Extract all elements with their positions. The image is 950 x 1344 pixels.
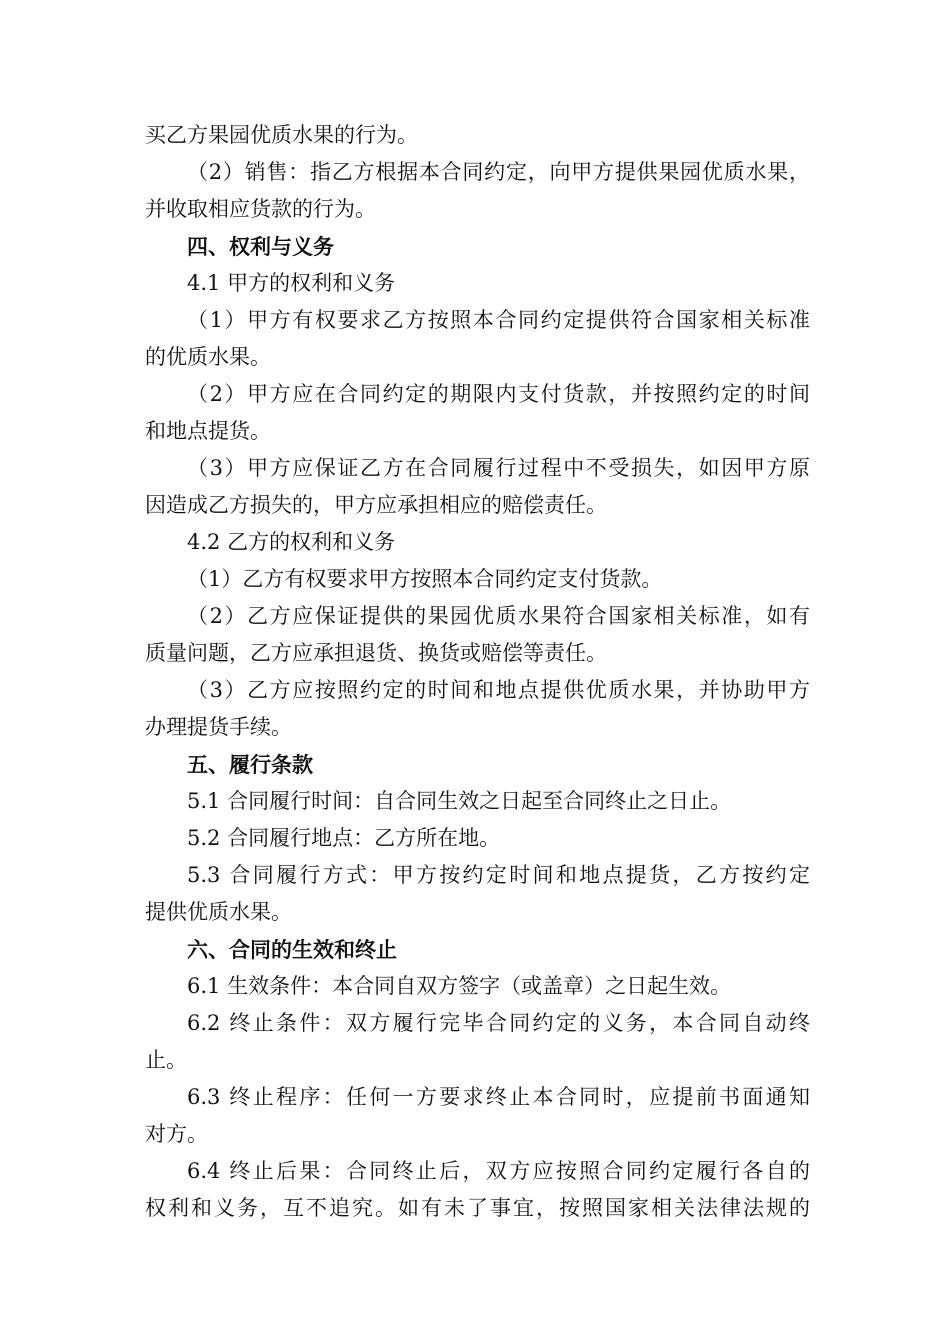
paragraph-line: 5.1 合同履行时间：自合同生效之日起至合同终止之日止。: [187, 789, 732, 813]
paragraph-line: （1）甲方有权要求乙方按照本合同约定提供符合国家相关标准: [187, 308, 810, 332]
paragraph-line: 质量问题，乙方应承担退货、换货或赔偿等责任。: [145, 641, 607, 665]
paragraph-line: 的优质水果。: [145, 345, 271, 369]
subsection-heading: 4.2 乙方的权利和义务: [187, 530, 396, 554]
paragraph-line: 和地点提货。: [145, 419, 271, 443]
paragraph-line: 办理提货手续。: [145, 715, 292, 739]
paragraph-line: 并收取相应货款的行为。: [145, 197, 376, 221]
paragraph-line: 6.1 生效条件：本合同自双方签字（或盖章）之日起生效。: [187, 974, 732, 998]
paragraph-line: 5.3 合同履行方式：甲方按约定时间和地点提货，乙方按约定: [187, 863, 810, 887]
paragraph-line: 5.2 合同履行地点：乙方所在地。: [187, 826, 501, 850]
paragraph-line: 提供优质水果。: [145, 900, 292, 924]
paragraph-line: 买乙方果园优质水果的行为。: [145, 123, 418, 147]
paragraph-line: （1）乙方有权要求甲方按照本合同约定支付货款。: [187, 567, 663, 591]
paragraph-line: 6.4 终止后果：合同终止后，双方应按照合同约定履行各自的: [187, 1159, 810, 1183]
paragraph-line: （3）乙方应按照约定的时间和地点提供优质水果，并协助甲方: [187, 678, 810, 702]
paragraph-line: （2）甲方应在合同约定的期限内支付货款，并按照约定的时间: [187, 382, 810, 406]
subsection-heading: 4.1 甲方的权利和义务: [187, 271, 396, 295]
paragraph-line: 6.3 终止程序：任何一方要求终止本合同时，应提前书面通知: [187, 1085, 810, 1109]
paragraph-line: （2）乙方应保证提供的果园优质水果符合国家相关标准，如有: [187, 604, 810, 628]
section-heading: 五、履行条款: [187, 752, 313, 777]
document-body: [145, 117, 810, 1227]
paragraph-line: 权利和义务，互不追究。如有未了事宜，按照国家相关法律法规的: [145, 1196, 810, 1220]
paragraph-line: 对方。: [145, 1122, 208, 1146]
paragraph-line: 止。: [145, 1048, 187, 1072]
paragraph-line: （3）甲方应保证乙方在合同履行过程中不受损失，如因甲方原: [187, 456, 810, 480]
section-heading: 六、合同的生效和终止: [187, 937, 397, 962]
paragraph-line: 6.2 终止条件：双方履行完毕合同约定的义务，本合同自动终: [187, 1011, 810, 1035]
paragraph-line: （2）销售：指乙方根据本合同约定，向甲方提供果园优质水果，: [187, 160, 810, 184]
section-heading: 四、权利与义务: [187, 234, 334, 259]
paragraph-line: 因造成乙方损失的，甲方应承担相应的赔偿责任。: [145, 493, 607, 517]
